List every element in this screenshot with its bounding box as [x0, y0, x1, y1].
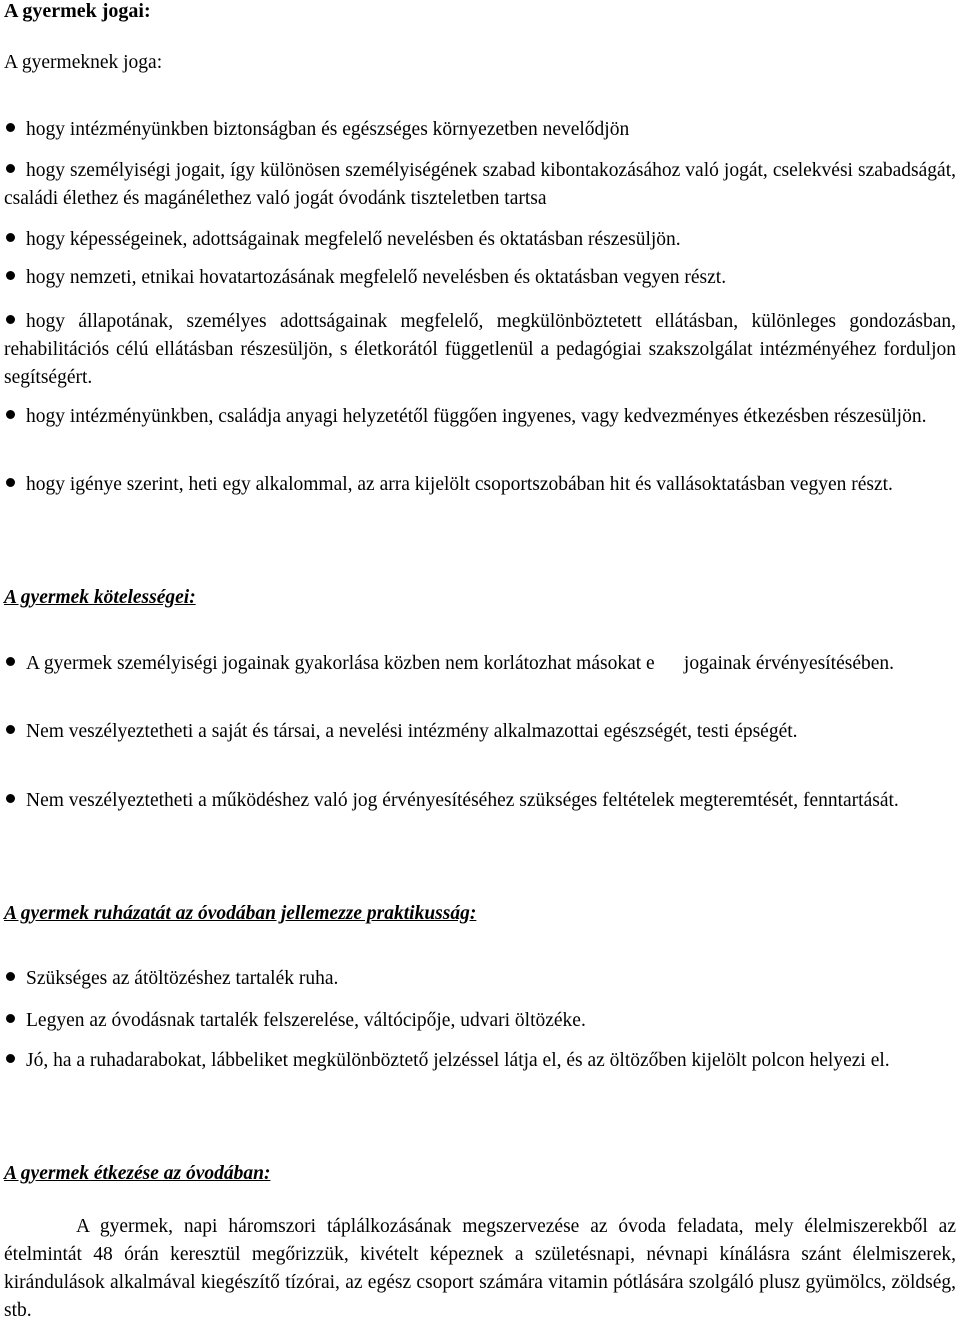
- bullet-icon: [6, 725, 15, 734]
- bullet-icon: [6, 657, 15, 666]
- bullet-icon: [6, 1014, 15, 1023]
- clothing-item: Legyen az óvodásnak tartalék felszerelése, váltócipője, udvari öltözéke.: [4, 1007, 956, 1035]
- bullet-icon: [6, 123, 15, 132]
- duties-item: Nem veszélyeztetheti a saját és társai, a nevelési intézmény alkalmazottai egészségét, testi épségét.: [4, 718, 956, 746]
- bullet-icon: [6, 164, 15, 173]
- meals-paragraph: A gyermek, napi háromszori táplálkozásának megszervezése az óvoda feladata, mely élelmiszerekből az ételmintát 48 órán keresztül megőrizzük, kivételt képeznek a születésnapi, névnapi kínálásra szánt élelmiszerek, kirándulások alkalmával kiegészítő tízórai, az egész csoport számára vitamin pótlására szolgáló plusz gyümölcs, zöldség, stb.: [4, 1216, 956, 1321]
- bullet-icon: [6, 1054, 15, 1063]
- rights-item: hogy személyiségi jogait, így különösen személyiségének szabad kibontakozásához való jogát, cselekvési szabadságát, családi élethez és magánélethez való jogát óvodánk tiszteletben tartsa: [4, 160, 956, 209]
- bullet-icon: [6, 794, 15, 803]
- rights-item: hogy igénye szerint, heti egy alkalommal, az arra kijelölt csoportszobában hit és vallásoktatásban vegyen részt.: [4, 471, 956, 499]
- bullet-icon: [6, 478, 15, 487]
- clothing-title: A gyermek ruházatát az óvodában jellemezze praktikusság:: [4, 903, 477, 924]
- rights-intro: A gyermeknek joga:: [4, 52, 163, 73]
- duties-item: A gyermek személyiségi jogainak gyakorlása közben nem korlátozhat másokat e jogainak érvényesítésében.: [4, 650, 956, 678]
- bullet-icon: [6, 233, 15, 242]
- rights-item: hogy intézményünkben biztonságban és egészséges környezetben nevelődjön: [4, 116, 956, 144]
- bullet-icon: [6, 271, 15, 280]
- bullet-icon: [6, 315, 15, 324]
- clothing-item: Jó, ha a ruhadarabokat, lábbeliket megkülönböztető jelzéssel látja el, és az öltözőben kijelölt polcon helyezi el.: [4, 1047, 956, 1075]
- duties-item: Nem veszélyeztetheti a működéshez való jog érvényesítéséhez szükséges feltételek megteremtését, fenntartását.: [4, 787, 956, 815]
- rights-item: hogy állapotának, személyes adottságainak megfelelő, megkülönböztetett ellátásban, különleges gondozásban, rehabilitációs célú ellátásban részesüljön, s életkorától függetlenül a pedagógiai szakszolgálat intézményéhez forduljon segítségért.: [4, 311, 956, 388]
- rights-item: hogy képességeinek, adottságainak megfelelő nevelésben és oktatásban részesüljön.: [4, 226, 956, 254]
- rights-title: A gyermek jogai:: [4, 0, 151, 22]
- clothing-item: Szükséges az átöltözéshez tartalék ruha.: [4, 965, 956, 993]
- bullet-icon: [6, 410, 15, 419]
- rights-item: hogy nemzeti, etnikai hovatartozásának megfelelő nevelésben és oktatásban vegyen részt.: [4, 264, 956, 292]
- meals-title: A gyermek étkezése az óvodában:: [4, 1163, 271, 1184]
- duties-title: A gyermek kötelességei:: [4, 587, 196, 608]
- rights-item: hogy intézményünkben, családja anyagi helyzetétől függően ingyenes, vagy kedvezményes étkezésben részesüljön.: [4, 403, 956, 431]
- bullet-icon: [6, 972, 15, 981]
